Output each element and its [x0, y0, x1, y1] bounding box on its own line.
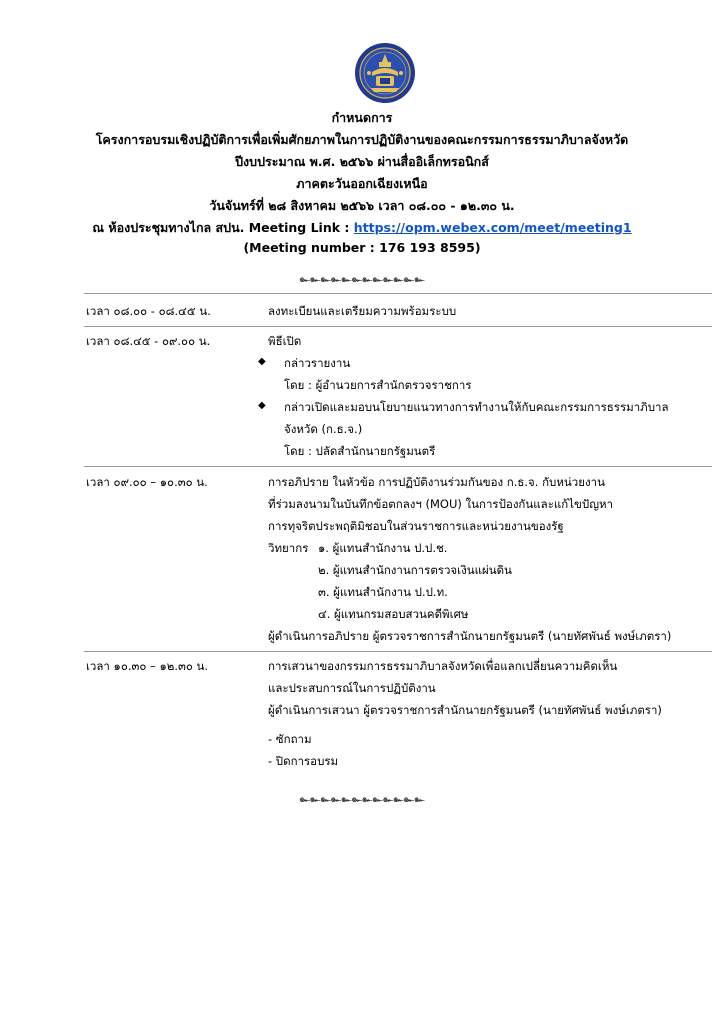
speaker-item: ๓. ผู้แทนสำนักงาน ป.ป.ท. — [318, 585, 448, 599]
meeting-link[interactable]: https://opm.webex.com/meet/meeting1 — [353, 220, 632, 235]
agenda-item-continued: จังหวัด (ก.ธ.จ.) — [284, 422, 363, 436]
event-date: วันจันทร์ที่ ๒๘ สิงหาคม ๒๕๖๖ เวลา ๐๘.๐๐ - ๑๒.๓๐ น. — [209, 198, 515, 213]
closing-item: - ซักถาม — [268, 732, 312, 746]
agenda-presenter: โดย : ปลัดสำนักนายกรัฐมนตรี — [284, 444, 436, 458]
speaker-item: ๒. ผู้แทนสำนักงานการตรวจเงินแผ่นดิน — [318, 563, 512, 577]
section-rule — [84, 466, 712, 467]
session-text: ที่ร่วมลงนามในบันทึกข้อตกลงฯ (MOU) ในการป้องกันและแก้ไขปัญหา — [268, 497, 614, 511]
ornamental-divider-top: ๛๛๛๛๛๛๛๛๛๛๛๛ — [299, 275, 425, 285]
agenda-presenter: โดย : ผู้อำนวยการสำนักตรวจราชการ — [284, 378, 472, 392]
project-title: โครงการอบรมเชิงปฏิบัติการเพื่อเพิ่มศักยภาพในการปฏิบัติงานของคณะกรรมการธรรมาภิบาลจังหวัด — [95, 132, 629, 147]
session-text: การทุจริตประพฤติมิชอบในส่วนราชการและหน่วยงานของรัฐ — [268, 519, 564, 533]
moderator-text: ผู้ดำเนินการอภิปราย ผู้ตรวจราชการสำนักนายกรัฐมนตรี (นายทัศพันธ์ พงษ์เภตรา) — [268, 629, 672, 643]
session-text: ลงทะเบียนและเตรียมความพร้อมระบบ — [268, 304, 457, 318]
venue-line — [0, 218, 724, 238]
session-time: เวลา ๐๙.๐๐ – ๑๐.๓๐ น. — [86, 475, 208, 489]
meeting-number: (Meeting number : 176 193 8595) — [243, 240, 481, 255]
closing-item: - ปิดการอบรม — [268, 754, 339, 768]
session-time: เวลา ๐๘.๔๕ - ๐๙.๐๐ น. — [86, 334, 211, 348]
speaker-item: ๑. ผู้แทนสำนักงาน ป.ป.ช. — [318, 541, 448, 555]
agenda-item: กล่าวเปิดและมอบนโยบายแนวทางการทำงานให้กับคณะกรรมการธรรมาภิบาล — [284, 400, 669, 414]
speaker-item: ๔. ผู้แทนกรมสอบสวนคดีพิเศษ — [318, 607, 469, 621]
ornamental-divider-bottom: ๛๛๛๛๛๛๛๛๛๛๛๛ — [299, 795, 425, 805]
government-seal-icon — [354, 42, 416, 104]
session-text: และประสบการณ์ในการปฏิบัติงาน — [268, 681, 436, 695]
agenda-item: กล่าวรายงาน — [284, 356, 351, 370]
diamond-bullet-icon: ◆ — [258, 400, 266, 411]
fiscal-year: ปีงบประมาณ พ.ศ. ๒๕๖๖ ผ่านสื่ออิเล็กทรอนิกส์ — [235, 154, 489, 169]
region-title: ภาคตะวันออกเฉียงเหนือ — [296, 176, 428, 191]
session-time: เวลา ๐๘.๐๐ - ๐๘.๔๕ น. — [86, 304, 211, 318]
session-text: การอภิปราย ในหัวข้อ การปฏิบัติงานร่วมกันของ ก.ธ.จ. กับหน่วยงาน — [268, 475, 605, 489]
session-text: การเสวนาของกรรมการธรรมาภิบาลจังหวัดเพื่อแลกเปลี่ยนความคิดเห็น — [268, 659, 618, 673]
document-title: กำหนดการ — [331, 110, 393, 125]
moderator-text: ผู้ดำเนินการเสวนา ผู้ตรวจราชการสำนักนายกรัฐมนตรี (นายทัศพันธ์ พงษ์เภตรา) — [268, 703, 662, 717]
session-time: เวลา ๑๐.๓๐ – ๑๒.๓๐ น. — [86, 659, 209, 673]
session-heading: พิธีเปิด — [268, 334, 302, 348]
section-rule — [84, 293, 712, 294]
speakers-label: วิทยากร — [268, 541, 309, 555]
venue-text: ณ ห้องประชุมทางไกล สปน. Meeting Link : — [92, 220, 354, 235]
diamond-bullet-icon: ◆ — [258, 356, 266, 367]
section-rule — [84, 651, 712, 652]
section-rule — [84, 326, 712, 327]
